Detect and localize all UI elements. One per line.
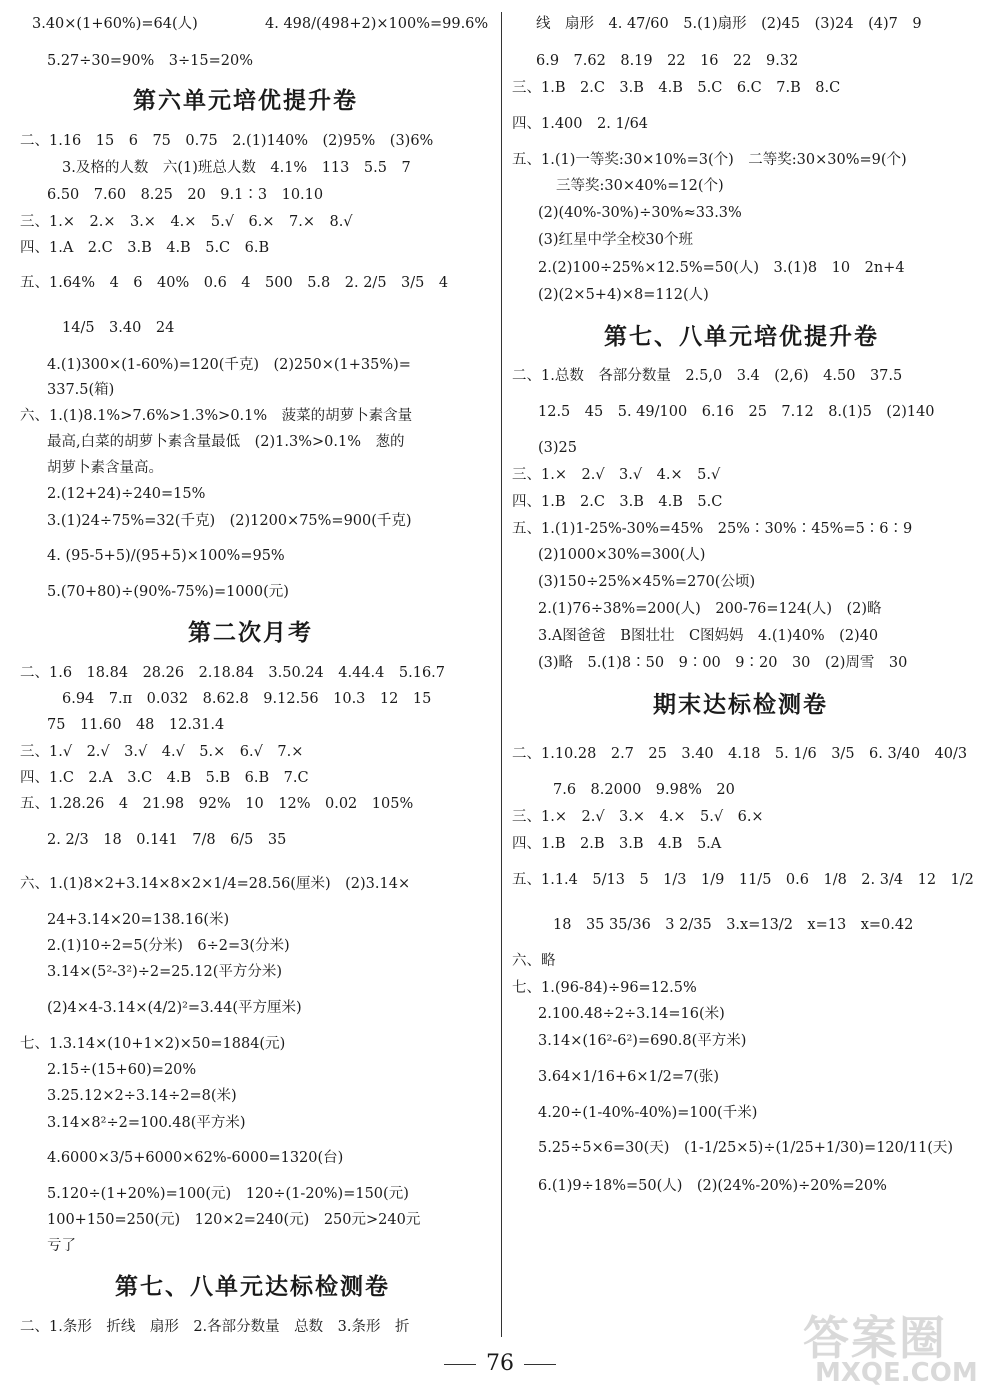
- section-heading: 第七、八单元达标检测卷: [115, 1274, 390, 1300]
- answer-line: 线 扇形 4. 47/60 5.(1)扇形 (2)45 (3)24 (4)7 9: [536, 16, 922, 32]
- section-heading: 期末达标检测卷: [653, 692, 828, 718]
- answer-line: 最高,白菜的胡萝卜素含量最低 (2)1.3%>0.1% 葱的: [47, 434, 405, 450]
- answer-line: 3.A图爸爸 B图壮壮 C图妈妈 4.(1)40% (2)40: [538, 628, 879, 644]
- answer-line: 四、1.B 2.B 3.B 4.B 5.A: [512, 836, 722, 852]
- answer-line: (2)(2×5+4)×8=112(人): [538, 287, 709, 303]
- answer-line: (2)(40%-30%)÷30%≈33.3%: [538, 205, 742, 221]
- answer-line: 3.40×(1+60%)=64(人): [32, 16, 198, 32]
- answer-line: 三等奖:30×40%=12(个): [556, 178, 724, 194]
- answer-line: 12.5 45 5. 49/100 6.16 25 7.12 8.(1)5 (2)140: [538, 404, 935, 420]
- answer-line: 3.及格的人数 六(1)班总人数 4.1% 113 5.5 7: [62, 160, 411, 176]
- answer-line: 6.50 7.60 8.25 20 9.1∶3 10.10: [47, 187, 324, 203]
- answer-line: 5.120÷(1+20%)=100(元) 120÷(1-20%)=150(元): [47, 1186, 409, 1202]
- answer-line: (2)4×4-3.14×(4/2)²=3.44(平方厘米): [47, 1000, 302, 1016]
- answer-line: 2.100.48÷2÷3.14=16(米): [538, 1006, 725, 1022]
- answer-line: 2. 2/3 18 0.141 7/8 6/5 35: [47, 832, 287, 848]
- answer-line: 2.15÷(15+60)=20%: [47, 1062, 197, 1078]
- answer-line: 75 11.60 48 12.31.4: [47, 717, 225, 733]
- column-divider: [501, 12, 502, 1337]
- answer-line: 100+150=250(元) 120×2=240(元) 250元>240元: [47, 1212, 421, 1228]
- page-number-text: 76: [486, 1351, 514, 1376]
- answer-line: 四、1.400 2. 1/64: [512, 116, 649, 132]
- answer-line: 二、1.6 18.84 28.26 2.18.84 3.50.24 4.44.4 5.16.7: [20, 665, 446, 681]
- answer-line: 6.94 7.π 0.032 8.62.8 9.12.56 10.3 12 15: [62, 691, 432, 707]
- answer-line: 5.(70+80)÷(90%-75%)=1000(元): [47, 584, 289, 600]
- answer-line: 胡萝卜素含量高。: [47, 460, 163, 476]
- answer-line: 亏了: [47, 1238, 76, 1254]
- answer-line: 4.(1)300×(1-60%)=120(千克) (2)250×(1+35%)=: [47, 357, 411, 373]
- answer-line: 4. (95-5+5)/(95+5)×100%=95%: [47, 548, 285, 564]
- answer-line: 五、1.1.4 5/13 5 1/3 1/9 11/5 0.6 1/8 2. 3/4 12 1/2: [512, 872, 974, 888]
- section-heading: 第二次月考: [188, 620, 313, 646]
- answer-line: 三、1.√ 2.√ 3.√ 4.√ 5.× 6.√ 7.×: [20, 744, 304, 760]
- answer-line: (2)1000×30%=300(人): [538, 547, 706, 563]
- watermark-logo: [803, 1302, 993, 1394]
- answer-line: 二、1.16 15 6 75 0.75 2.(1)140% (2)95% (3)6%: [20, 133, 434, 149]
- answer-line: 3.64×1/16+6×1/2=7(张): [538, 1069, 720, 1085]
- answer-line: 四、1.A 2.C 3.B 4.B 5.C 6.B: [20, 240, 270, 256]
- answer-line: 三、1.B 2.C 3.B 4.B 5.C 6.C 7.B 8.C: [512, 80, 841, 96]
- answer-line: 2.(12+24)÷240=15%: [47, 486, 206, 502]
- answer-line: 5.27÷30=90% 3÷15=20%: [47, 53, 253, 69]
- answer-line: 3.14×8²÷2=100.48(平方米): [47, 1115, 246, 1131]
- answer-line: 2.(2)100÷25%×12.5%=50(人) 3.(1)8 10 2n+4: [538, 260, 905, 276]
- answer-line: 337.5(箱): [47, 382, 115, 398]
- answer-line: 3.14×(16²-6²)=690.8(平方米): [538, 1033, 747, 1049]
- page-number: [430, 1351, 570, 1376]
- answer-line: 五、1.28.26 4 21.98 92% 10 12% 0.02 105%: [20, 796, 414, 812]
- answer-line: (3)25: [538, 440, 577, 456]
- answer-line: 4.6000×3/5+6000×62%-6000=1320(台): [47, 1150, 344, 1166]
- answer-line: 六、1.(1)8×2+3.14×8×2×1/4=28.56(厘米) (2)3.14×: [20, 876, 411, 892]
- answer-line: 六、1.(1)8.1%>7.6%>1.3%>0.1% 菠菜的胡萝卜素含量: [20, 408, 413, 424]
- answer-line: 3.25.12×2÷3.14÷2=8(米): [47, 1088, 237, 1104]
- answer-line: 24+3.14×20=138.16(米): [47, 912, 230, 928]
- answer-line: 18 35 35/36 3 2/35 3.x=13/2 x=13 x=0.42: [553, 917, 914, 933]
- answer-line: 五、1.(1)一等奖:30×10%=3(个) 二等奖:30×30%=9(个): [512, 152, 907, 168]
- answer-line: 五、1.64% 4 6 40% 0.6 4 500 5.8 2. 2/5 3/5 4: [20, 275, 449, 291]
- answer-line: (3)略 5.(1)8∶50 9∶00 9∶20 30 (2)周雪 30: [538, 655, 908, 671]
- answer-line: 六、略: [512, 953, 556, 969]
- watermark-text: 答案圈: [803, 1311, 947, 1365]
- answer-line: 三、1.× 2.√ 3.√ 4.× 5.√: [512, 467, 721, 483]
- section-heading: 第七、八单元培优提升卷: [604, 324, 879, 350]
- answer-line: 4.20÷(1-40%-40%)=100(千米): [538, 1105, 758, 1121]
- answer-line: 3.14×(5²-3²)÷2=25.12(平方分米): [47, 964, 283, 980]
- answer-line: 二、1.条形 折线 扇形 2.各部分数量 总数 3.条形 折: [20, 1319, 410, 1335]
- answer-line: 七、1.(96-84)÷96=12.5%: [512, 980, 697, 996]
- watermark-url: MXQE.COM: [815, 1358, 978, 1388]
- answer-line: 6.9 7.62 8.19 22 16 22 9.32: [536, 53, 799, 69]
- answer-line: 3.(1)24÷75%=32(千克) (2)1200×75%=900(千克): [47, 513, 412, 529]
- answer-line: 4. 498/(498+2)×100%=99.6%: [265, 16, 489, 32]
- answer-line: 七、1.3.14×(10+1×2)×50=1884(元): [20, 1036, 286, 1052]
- answer-line: 五、1.(1)1-25%-30%=45% 25%∶30%∶45%=5∶6∶9: [512, 521, 913, 537]
- answer-line: 二、1.10.28 2.7 25 3.40 4.18 5. 1/6 3/5 6. 3/40 40/3: [512, 746, 968, 762]
- answer-line: (3)红星中学全校30个班: [538, 232, 693, 248]
- answer-line: 三、1.× 2.× 3.× 4.× 5.√ 6.× 7.× 8.√: [20, 214, 353, 230]
- answer-line: 7.6 8.2000 9.98% 20: [553, 782, 735, 798]
- answer-line: 三、1.× 2.√ 3.× 4.× 5.√ 6.×: [512, 809, 764, 825]
- answer-line: 2.(1)76÷38%=200(人) 200-76=124(人) (2)略: [538, 601, 882, 617]
- answer-line: 四、1.C 2.A 3.C 4.B 5.B 6.B 7.C: [20, 770, 309, 786]
- answer-line: 14/5 3.40 24: [62, 320, 175, 336]
- section-heading: 第六单元培优提升卷: [133, 88, 358, 114]
- answer-line: 二、1.总数 各部分数量 2.5,0 3.4 (2,6) 4.50 37.5: [512, 368, 903, 384]
- answer-line: 2.(1)10÷2=5(分米) 6÷2=3(分米): [47, 938, 290, 954]
- answer-line: 6.(1)9÷18%=50(人) (2)(24%-20%)÷20%=20%: [538, 1178, 887, 1194]
- answer-line: (3)150÷25%×45%=270(公顷): [538, 574, 756, 590]
- answer-line: 四、1.B 2.C 3.B 4.B 5.C: [512, 494, 723, 510]
- answer-line: 5.25÷5×6=30(天) (1-1/25×5)÷(1/25+1/30)=120/11(天): [538, 1140, 954, 1156]
